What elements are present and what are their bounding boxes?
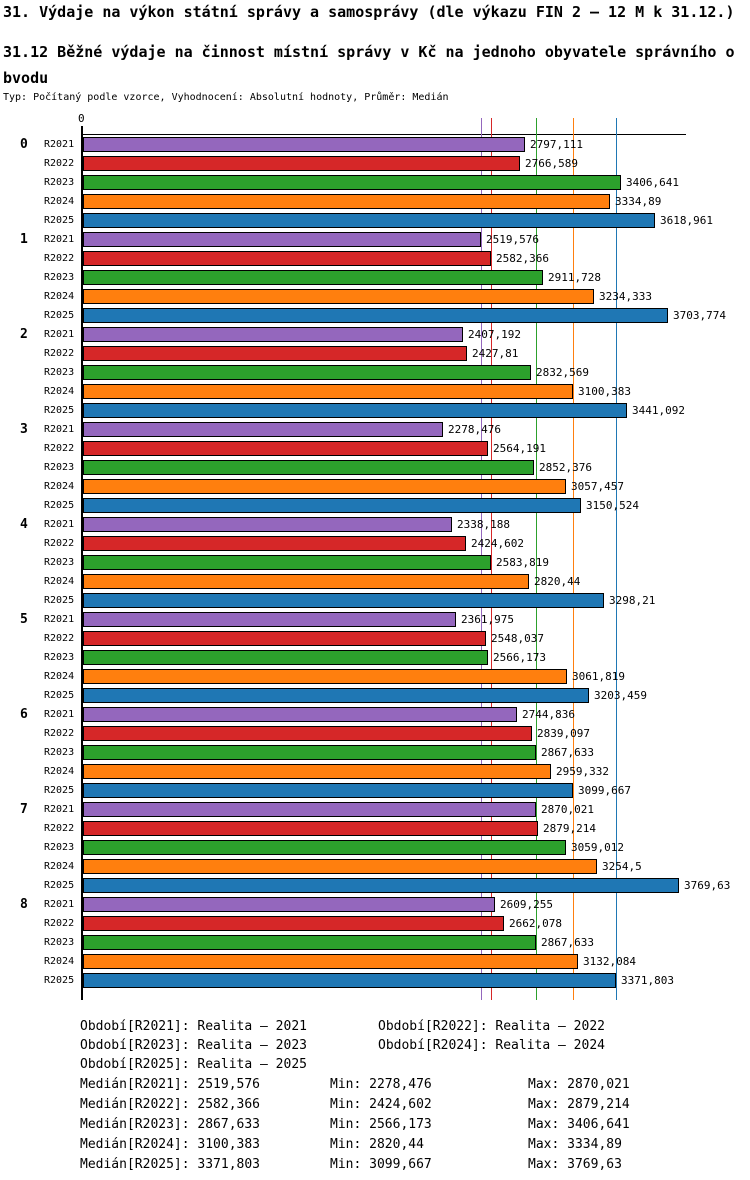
bar-row-label: R2023	[44, 747, 75, 758]
bar-value-label: 2867,633	[541, 936, 594, 949]
group-label: 6	[20, 707, 28, 722]
bar-value-label: 2566,173	[493, 651, 546, 664]
bar-row-label: R2024	[44, 766, 75, 777]
bar-row-label: R2022	[44, 253, 75, 264]
bar-R2021	[83, 897, 495, 912]
bar-R2022	[83, 916, 504, 931]
bar-row-label: R2022	[44, 443, 75, 454]
bar-row-label: R2022	[44, 823, 75, 834]
bar-value-label: 2583,819	[496, 556, 549, 569]
bar-row-label: R2025	[44, 500, 75, 511]
bar-row-label: R2021	[44, 899, 75, 910]
bar-R2025	[83, 498, 581, 513]
bar-value-label: 3769,63	[684, 879, 731, 892]
bar-row-label: R2025	[44, 405, 75, 416]
bar-R2025	[83, 308, 668, 323]
bar-row-label: R2023	[44, 557, 75, 568]
legend-max: Max: 2879,214	[528, 1097, 630, 1112]
legend-period: Období[R2021]: Realita – 2021	[80, 1019, 307, 1034]
legend-min: Min: 2566,173	[330, 1117, 432, 1132]
bar-value-label: 3254,5	[602, 860, 642, 873]
bar-row-label: R2023	[44, 842, 75, 853]
bar-row-label: R2025	[44, 975, 75, 986]
bar-row-label: R2021	[44, 234, 75, 245]
bar-R2023	[83, 935, 536, 950]
bar-row-label: R2025	[44, 785, 75, 796]
bar-R2023	[83, 175, 621, 190]
bar-value-label: 2278,476	[448, 423, 501, 436]
bar-row-label: R2022	[44, 538, 75, 549]
bar-R2021	[83, 707, 517, 722]
bar-R2023	[83, 650, 488, 665]
legend-min: Min: 2820,44	[330, 1137, 424, 1152]
group-label: 7	[20, 802, 28, 817]
bar-value-label: 3150,524	[586, 499, 639, 512]
bar-R2023	[83, 365, 531, 380]
legend-max: Max: 3406,641	[528, 1117, 630, 1132]
bar-row-label: R2024	[44, 671, 75, 682]
legend-period: Období[R2023]: Realita – 2023	[80, 1038, 307, 1053]
bar-row-label: R2024	[44, 576, 75, 587]
bar-value-label: 2744,836	[522, 708, 575, 721]
bar-R2021	[83, 802, 536, 817]
group-label: 3	[20, 422, 28, 437]
bar-value-label: 2407,192	[468, 328, 521, 341]
group-label: 5	[20, 612, 28, 627]
bar-value-label: 2424,602	[471, 537, 524, 550]
bar-value-label: 2911,728	[548, 271, 601, 284]
bar-R2023	[83, 745, 536, 760]
legend-median: Medián[R2023]: 2867,633	[80, 1117, 261, 1132]
legend-median: Medián[R2022]: 2582,366	[80, 1097, 261, 1112]
bar-value-label: 3618,961	[660, 214, 713, 227]
bar-value-label: 2832,569	[536, 366, 589, 379]
bar-value-label: 2879,214	[543, 822, 596, 835]
legend-median: Medián[R2025]: 3371,803	[80, 1157, 261, 1172]
bar-row-label: R2023	[44, 462, 75, 473]
legend-max: Max: 2870,021	[528, 1077, 630, 1092]
bar-row-label: R2024	[44, 196, 75, 207]
group-label: 4	[20, 517, 28, 532]
bar-R2022	[83, 441, 488, 456]
bar-value-label: 2609,255	[500, 898, 553, 911]
bar-row-label: R2024	[44, 956, 75, 967]
bar-R2025	[83, 403, 627, 418]
bar-R2022	[83, 156, 520, 171]
bar-value-label: 2548,037	[491, 632, 544, 645]
bar-R2023	[83, 460, 534, 475]
bar-value-label: 2766,589	[525, 157, 578, 170]
legend-min: Min: 2278,476	[330, 1077, 432, 1092]
bar-R2022	[83, 821, 538, 836]
bar-R2022	[83, 251, 491, 266]
bar-row-label: R2022	[44, 918, 75, 929]
bar-value-label: 2564,191	[493, 442, 546, 455]
bar-row-label: R2025	[44, 310, 75, 321]
bar-R2025	[83, 878, 679, 893]
bar-value-label: 2820,44	[534, 575, 581, 588]
legend-period: Období[R2022]: Realita – 2022	[378, 1019, 605, 1034]
bar-row-label: R2024	[44, 386, 75, 397]
bar-row-label: R2023	[44, 272, 75, 283]
legend-period: Období[R2024]: Realita – 2024	[378, 1038, 605, 1053]
bar-row-label: R2024	[44, 481, 75, 492]
bar-row-label: R2024	[44, 291, 75, 302]
bar-R2022	[83, 536, 466, 551]
bar-R2023	[83, 555, 491, 570]
bar-value-label: 3099,667	[578, 784, 631, 797]
bar-value-label: 3298,21	[609, 594, 656, 607]
bar-value-label: 3703,774	[673, 309, 726, 322]
bar-R2025	[83, 783, 573, 798]
legend-max: Max: 3769,63	[528, 1157, 622, 1172]
bar-R2024	[83, 289, 594, 304]
bar-R2024	[83, 384, 573, 399]
bar-R2022	[83, 346, 467, 361]
legend-min: Min: 3099,667	[330, 1157, 432, 1172]
bar-row-label: R2023	[44, 367, 75, 378]
bar-value-label: 2662,078	[509, 917, 562, 930]
bar-row-label: R2021	[44, 139, 75, 150]
bar-row-label: R2022	[44, 728, 75, 739]
bar-R2025	[83, 593, 604, 608]
bar-value-label: 2427,81	[472, 347, 519, 360]
bar-value-label: 3371,803	[621, 974, 674, 987]
legend-median: Medián[R2024]: 3100,383	[80, 1137, 261, 1152]
bar-R2024	[83, 954, 578, 969]
bar-value-label: 2839,097	[537, 727, 590, 740]
legend-min: Min: 2424,602	[330, 1097, 432, 1112]
bar-value-label: 2867,633	[541, 746, 594, 759]
bar-value-label: 3057,457	[571, 480, 624, 493]
bar-row-label: R2025	[44, 215, 75, 226]
bar-value-label: 3203,459	[594, 689, 647, 702]
bar-value-label: 3406,641	[626, 176, 679, 189]
bar-value-label: 3234,333	[599, 290, 652, 303]
bar-R2024	[83, 764, 551, 779]
bar-R2024	[83, 669, 567, 684]
bar-row-label: R2021	[44, 424, 75, 435]
bar-row-label: R2022	[44, 633, 75, 644]
bar-R2024	[83, 859, 597, 874]
bar-row-label: R2021	[44, 709, 75, 720]
legend-period: Období[R2025]: Realita – 2025	[80, 1057, 307, 1072]
bar-value-label: 3132,084	[583, 955, 636, 968]
group-label: 0	[20, 137, 28, 152]
bar-value-label: 3334,89	[615, 195, 662, 208]
bar-R2021	[83, 327, 463, 342]
report-title: 31. Výdaje na výkon státní správy a samosprávy (dle výkazu FIN 2 – 12 M k 31.12.)	[3, 3, 735, 21]
bar-row-label: R2021	[44, 329, 75, 340]
bar-R2021	[83, 232, 481, 247]
bar-row-label: R2022	[44, 348, 75, 359]
bar-R2021	[83, 137, 525, 152]
bar-value-label: 2582,366	[496, 252, 549, 265]
bar-value-label: 3059,012	[571, 841, 624, 854]
bar-R2022	[83, 631, 486, 646]
bar-R2021	[83, 422, 443, 437]
bar-R2023	[83, 270, 543, 285]
bar-value-label: 2519,576	[486, 233, 539, 246]
bar-row-label: R2025	[44, 595, 75, 606]
bar-row-label: R2023	[44, 177, 75, 188]
legend-median: Medián[R2021]: 2519,576	[80, 1077, 261, 1092]
bar-value-label: 2338,188	[457, 518, 510, 531]
bar-R2024	[83, 574, 529, 589]
bar-value-label: 2870,021	[541, 803, 594, 816]
bar-row-label: R2023	[44, 937, 75, 948]
bar-R2025	[83, 213, 655, 228]
bar-row-label: R2022	[44, 158, 75, 169]
bar-R2025	[83, 688, 589, 703]
bar-value-label: 2959,332	[556, 765, 609, 778]
bar-R2023	[83, 840, 566, 855]
bar-value-label: 3100,383	[578, 385, 631, 398]
group-label: 2	[20, 327, 28, 342]
bar-R2025	[83, 973, 616, 988]
x-axis-zero-tick-label: 0	[78, 112, 85, 125]
bar-row-label: R2025	[44, 880, 75, 891]
report-subtitle: 31.12 Běžné výdaje na činnost místní správy v Kč na jednoho obyvatele správního obvodu	[3, 43, 735, 87]
group-label: 1	[20, 232, 28, 247]
bar-value-label: 3061,819	[572, 670, 625, 683]
bar-value-label: 2797,111	[530, 138, 583, 151]
bar-row-label: R2023	[44, 652, 75, 663]
report-meta-line: Typ: Počítaný podle vzorce, Vyhodnocení: Absolutní hodnoty, Průměr: Medián	[3, 92, 449, 103]
bar-R2024	[83, 479, 566, 494]
legend-max: Max: 3334,89	[528, 1137, 622, 1152]
bar-row-label: R2021	[44, 614, 75, 625]
x-axis-top-line	[81, 134, 686, 135]
bar-value-label: 3441,092	[632, 404, 685, 417]
bar-value-label: 2852,376	[539, 461, 592, 474]
bar-row-label: R2021	[44, 519, 75, 530]
bar-row-label: R2021	[44, 804, 75, 815]
bar-row-label: R2025	[44, 690, 75, 701]
bar-R2021	[83, 517, 452, 532]
bar-row-label: R2024	[44, 861, 75, 872]
group-label: 8	[20, 897, 28, 912]
bar-R2022	[83, 726, 532, 741]
bar-R2021	[83, 612, 456, 627]
bar-value-label: 2361,975	[461, 613, 514, 626]
bar-R2024	[83, 194, 610, 209]
